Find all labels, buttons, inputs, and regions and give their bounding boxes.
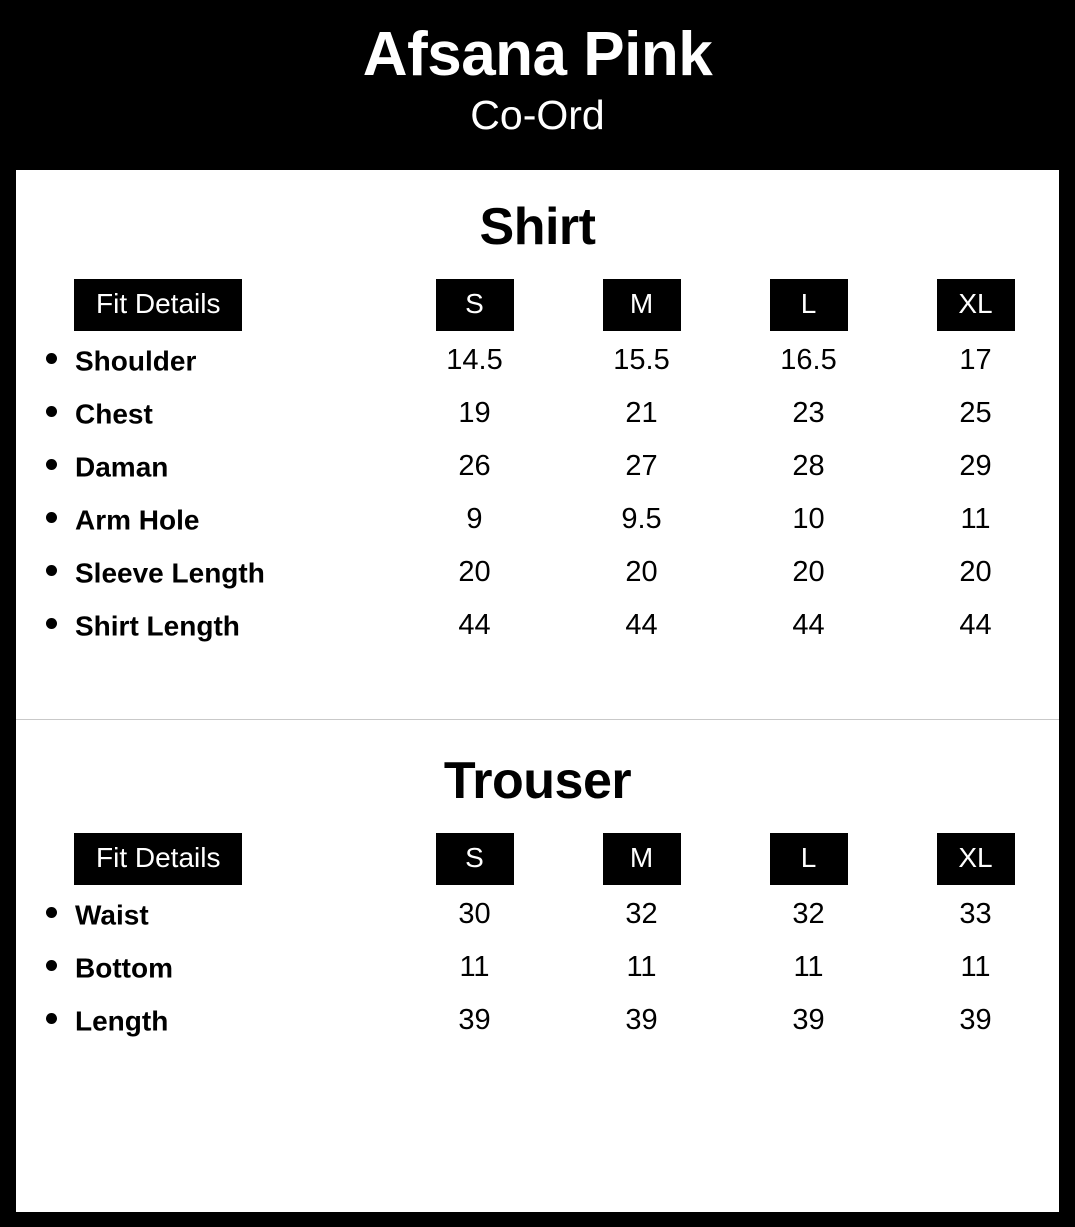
size-header-s: [391, 276, 558, 334]
cell-waist-xl: 33: [959, 898, 992, 931]
page-subtitle: Co-Ord: [470, 92, 605, 139]
size-header-m: [558, 830, 725, 888]
size-header-xl: [892, 276, 1059, 334]
cell-shoulder-m: 15.5: [613, 344, 670, 377]
cell-chest-xl: 25: [959, 397, 992, 430]
table-row: [16, 334, 1059, 387]
trouser-size-table: [16, 830, 1059, 1047]
cell-waist-l: 32: [792, 898, 825, 931]
cell-daman-m: 27: [625, 450, 658, 483]
table-row: [16, 440, 1059, 493]
cell-chest-m: 21: [625, 397, 658, 430]
row-label-sleeve-length: Sleeve Length: [16, 546, 391, 599]
fit-details-chip: Fit Details: [74, 279, 242, 331]
table-row: [16, 493, 1059, 546]
bullet-icon: [46, 406, 57, 417]
table-row: [16, 546, 1059, 599]
size-header-s: [391, 830, 558, 888]
cell-arm-hole-m: 9.5: [621, 503, 662, 536]
cell-bottom-m: 11: [626, 951, 657, 984]
section-trouser: [16, 720, 1059, 1212]
shirt-size-table: [16, 276, 1059, 652]
table-row: [16, 994, 1059, 1047]
cell-daman-s: 26: [458, 450, 491, 483]
cell-shirt-length-xl: 44: [959, 609, 992, 642]
size-chart-card: [16, 170, 1059, 1212]
cell-length-m: 39: [625, 1004, 658, 1037]
cell-arm-hole-l: 10: [792, 503, 825, 536]
cell-bottom-s: 11: [459, 951, 490, 984]
fit-details-header: [16, 276, 391, 334]
size-chip-l: L: [770, 833, 848, 885]
row-label-arm-hole: Arm Hole: [16, 493, 391, 546]
section-title-shirt: Shirt: [479, 198, 596, 256]
cell-length-l: 39: [792, 1004, 825, 1037]
cell-waist-m: 32: [625, 898, 658, 931]
row-label-chest: Chest: [16, 387, 391, 440]
row-label-bottom: Bottom: [16, 941, 391, 994]
cell-bottom-l: 11: [793, 951, 824, 984]
header: [0, 0, 1075, 148]
section-shirt: [16, 170, 1059, 720]
table-header-row: [16, 830, 1059, 888]
size-chip-s: S: [436, 279, 514, 331]
table-row: [16, 387, 1059, 440]
row-label-length: Length: [16, 994, 391, 1047]
bullet-icon: [46, 907, 57, 918]
bullet-icon: [46, 512, 57, 523]
fit-details-chip: Fit Details: [74, 833, 242, 885]
cell-length-s: 39: [458, 1004, 491, 1037]
table-row: [16, 941, 1059, 994]
cell-arm-hole-xl: 11: [960, 503, 991, 536]
cell-sleeve-length-s: 20: [458, 556, 491, 589]
size-chip-s: S: [436, 833, 514, 885]
cell-shoulder-s: 14.5: [446, 344, 503, 377]
cell-arm-hole-s: 9: [466, 503, 483, 536]
row-label-shoulder: Shoulder: [16, 334, 391, 387]
table-header-row: [16, 276, 1059, 334]
size-chip-l: L: [770, 279, 848, 331]
cell-length-xl: 39: [959, 1004, 992, 1037]
size-chip-xl: XL: [937, 833, 1015, 885]
size-header-l: [725, 276, 892, 334]
cell-shirt-length-l: 44: [792, 609, 825, 642]
table-row: [16, 599, 1059, 652]
section-title-trouser: Trouser: [443, 752, 632, 810]
size-header-m: [558, 276, 725, 334]
bullet-icon: [46, 960, 57, 971]
bullet-icon: [46, 618, 57, 629]
bullet-icon: [46, 1013, 57, 1024]
size-chip-xl: XL: [937, 279, 1015, 331]
cell-chest-l: 23: [792, 397, 825, 430]
bullet-icon: [46, 353, 57, 364]
cell-chest-s: 19: [458, 397, 491, 430]
size-chip-m: M: [603, 279, 681, 331]
cell-bottom-xl: 11: [960, 951, 991, 984]
cell-daman-xl: 29: [959, 450, 992, 483]
cell-waist-s: 30: [458, 898, 491, 931]
page-title: Afsana Pink: [362, 20, 713, 89]
cell-shoulder-l: 16.5: [780, 344, 837, 377]
cell-sleeve-length-l: 20: [792, 556, 825, 589]
row-label-shirt-length: Shirt Length: [16, 599, 391, 652]
size-header-xl: [892, 830, 1059, 888]
cell-sleeve-length-m: 20: [625, 556, 658, 589]
size-header-l: [725, 830, 892, 888]
bullet-icon: [46, 565, 57, 576]
bullet-icon: [46, 459, 57, 470]
cell-sleeve-length-xl: 20: [959, 556, 992, 589]
cell-shoulder-xl: 17: [959, 344, 992, 377]
row-label-waist: Waist: [16, 888, 391, 941]
cell-daman-l: 28: [792, 450, 825, 483]
row-label-daman: Daman: [16, 440, 391, 493]
cell-shirt-length-m: 44: [625, 609, 658, 642]
size-chip-m: M: [603, 833, 681, 885]
cell-shirt-length-s: 44: [458, 609, 491, 642]
fit-details-header: [16, 830, 391, 888]
table-row: [16, 888, 1059, 941]
